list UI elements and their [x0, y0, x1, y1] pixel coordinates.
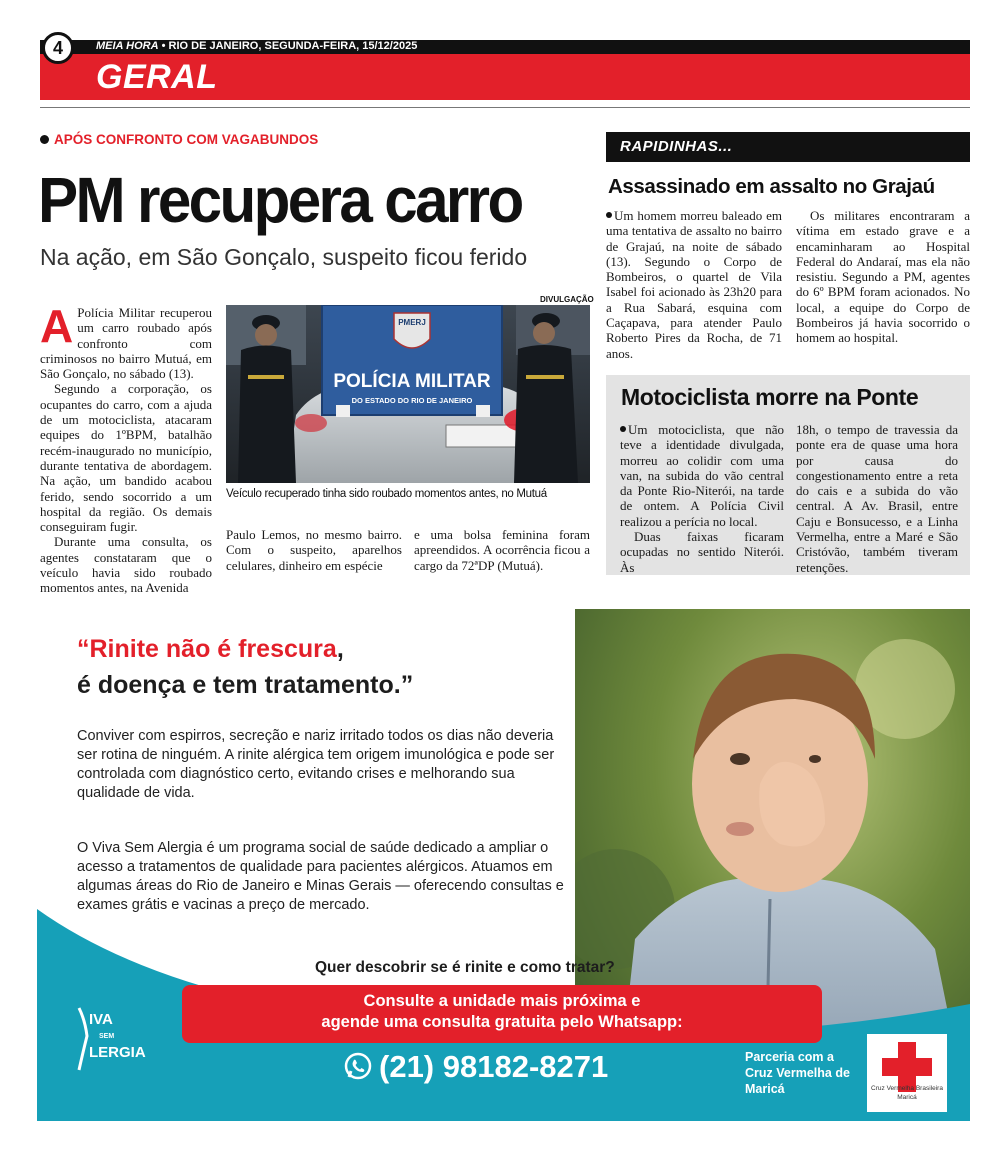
- drop-cap: A: [40, 300, 74, 352]
- brief-paragraph: 18h, o tempo de travessia da ponte era de quase uma hora por causa do congestionamento entre a reta do cais e a subida do vão central. A Av. Brasil, entre Caju e Bonsucesso, e a Linha Vermelha, entre a Maré e São Cristóvão, também tiveram retenções.: [796, 422, 958, 575]
- viva-logo-mark: [75, 1002, 155, 1076]
- photo-credit: DIVULGAÇÃO: [540, 295, 594, 304]
- police-car-photo: [226, 305, 590, 483]
- story-deck: Na ação, em São Gonçalo, suspeito ficou ferido: [40, 244, 528, 270]
- brief-2-title: Motociclista morre na Ponte: [621, 384, 919, 410]
- rapidinhas-label: RAPIDINHAS...: [620, 138, 733, 155]
- photo-banner-title: POLÍCIA MILITAR: [333, 371, 491, 392]
- brief-paragraph: Um homem morreu baleado em uma tentativa de assalto no bairro de Grajaú, na noite de sábado (13). Segundo o Corpo de Bombeiros, o quartel de Vila Isabel foi acionado às 23h20 para a Rua Sabará, esquina com Caçapava, para atender Paulo Roberto Pires da Rocha, de 71 anos.: [606, 208, 782, 361]
- ad-cta-text: Consulte a unidade mais próxima e agende uma consulta gratuita pelo Whatsapp:: [321, 992, 683, 1031]
- photo-banner-subtitle: DO ESTADO DO RIO DE JANEIRO: [351, 396, 473, 405]
- svg-text:SEM: SEM: [99, 1033, 115, 1040]
- brief-paragraph: Um motociclista, que não teve a identidade divulgada, morreu ao colidir com uma van, na subida do vão central da Ponte Rio-Niterói, na tarde de ontem. A Polícia Civil realizou a perícia no local.: [620, 422, 784, 529]
- story-paragraph: Segundo a corporação, os ocupantes do carro, com a ajuda de um motociclista, atacaram equipes do 1ºBPM, batalhão recém-inaugurado no município, durante tentativa de abordagem. Na ação, um bandido acabou ferido, sendo socorrido a um hospital da região. Os demais conseguiram fugir.: [40, 381, 212, 535]
- whatsapp-icon: [343, 1051, 373, 1081]
- page-number: 4: [42, 32, 74, 64]
- story-paragraph: Durante uma consulta, os agentes constataram que o veículo havia sido roubado momentos antes, na Avenida: [40, 534, 212, 596]
- brief-1-title: Assassinado em assalto no Grajaú: [608, 175, 935, 198]
- ad-quote-highlight: Rinite não é frescura: [89, 635, 337, 663]
- ad-phone[interactable]: [343, 1049, 608, 1085]
- story-paragraph: Paulo Lemos, no mesmo bairro. Com o suspeito, aparelhos celulares, dinheiro em espécie: [226, 527, 402, 573]
- story-kicker: [40, 132, 318, 147]
- brief-paragraph: Duas faixas ficaram ocupadas no sentido Niterói. Às: [620, 529, 784, 575]
- section-title: GERAL: [96, 58, 218, 96]
- kicker-bullet-icon: [40, 135, 49, 144]
- advertisement: [37, 609, 970, 1121]
- viva-sem-alergia-logo: [75, 1002, 155, 1076]
- partner-text: Parceria com a Cruz Vermelha de Maricá: [745, 1050, 850, 1096]
- ad-paragraph-2: O Viva Sem Alergia é um programa social de saúde dedicado a ampliar o acesso a tratamentos de qualidade para pacientes alérgicos. Atuamos em algumas áreas do Rio de Janeiro e Minas Gerais — oferecendo consultas e exames grátis e vacinas a preço de mercado.: [77, 840, 564, 913]
- story-column-2: [226, 527, 402, 573]
- story-paragraph: A Polícia Militar recuperou um carro roubado após confronto com criminosos no bairro Mutuá, em São Gonçalo, no sábado (13).: [40, 300, 212, 382]
- ad-paragraph-1: Conviver com espirros, secreção e nariz irritado todos os dias não deveria ser rotina de ninguém. A rinite alérgica tem origem imunológica e pode ser controlada com diagnóstico certo, evitando crises e melhorando sua qualidade de vida.: [77, 728, 555, 801]
- story-photo: [226, 305, 590, 483]
- brief-2-column-1: [620, 422, 784, 575]
- masthead-brand: MEIA HORA: [96, 40, 159, 52]
- brief-2-column-2: [796, 422, 958, 575]
- svg-text:LERGIA: LERGIA: [89, 1044, 146, 1061]
- dateline-text: • RIO DE JANEIRO, SEGUNDA-FEIRA, 15/12/2025: [161, 40, 418, 52]
- story-headline: PM recupera carro: [38, 164, 522, 236]
- bullet-icon: [620, 426, 626, 432]
- brief-1-column-1: [606, 208, 782, 361]
- bullet-icon: [606, 212, 612, 218]
- story-column-3: [414, 527, 590, 573]
- photo-banner-top: PMERJ: [398, 318, 426, 327]
- header-divider: [40, 107, 970, 108]
- cruz-vermelha-name: Cruz Vermelha Brasileira Maricá: [871, 1085, 943, 1101]
- ad-phone-number: (21) 98182-8271: [379, 1049, 609, 1084]
- story-paragraph: e uma bolsa feminina foram apreendidos. A ocorrência ficou a cargo da 72ªDP (Mutuá).: [414, 527, 590, 573]
- svg-text:IVA: IVA: [89, 1011, 113, 1028]
- photo-caption: Veículo recuperado tinha sido roubado momentos antes, no Mutuá: [226, 488, 547, 500]
- ad-quote: “Rinite não é frescura, é doença e tem tratamento.”: [77, 635, 414, 699]
- ad-quote-line2: é doença e tem tratamento.”: [77, 671, 414, 699]
- dateline: [96, 40, 417, 54]
- story-column-1: [40, 300, 212, 596]
- ad-question: Quer descobrir se é rinite e como tratar?: [315, 959, 615, 976]
- brief-1-column-2: [796, 208, 970, 346]
- brief-paragraph: Os militares encontraram a vítima em estado grave e a encaminharam ao Hospital Federal do Andaraí, mas ela não resistiu. Segundo a PM, agentes do 6º BPM foram acionados. No local, a equipe do Corpo de Bombeiros já havia socorrido o homem ao hospital.: [796, 208, 970, 346]
- kicker-text: APÓS CONFRONTO COM VAGABUNDOS: [54, 132, 319, 147]
